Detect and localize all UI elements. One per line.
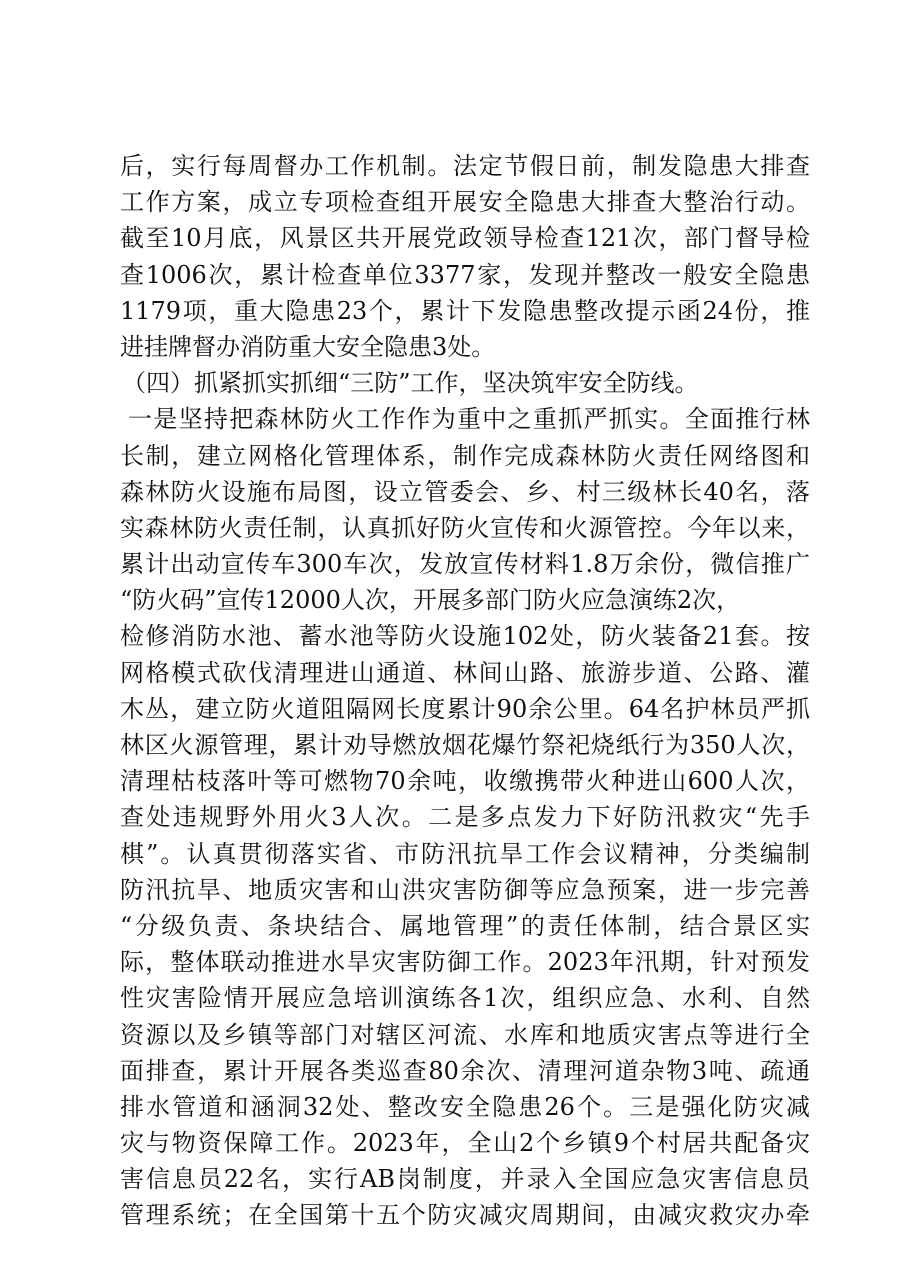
text-line: 防汛抗旱、地质灾害和山洪灾害防御等应急预案，进一步完善 <box>120 875 810 904</box>
text-line: 长制，建立网格化管理体系，制作完成森林防火责任网络图和 <box>120 441 810 470</box>
text-line: 进挂牌督办消防重大安全隐患3处。 <box>120 332 496 361</box>
text-line: 1179项，重大隐患23个，累计下发隐患整改提示函24份，推 <box>120 296 810 325</box>
text-line: 清理枯枝落叶等可燃物70余吨，收缴携带火种进山600人次， <box>120 767 810 796</box>
text-line: “分级负责、条块结合、属地管理”的责任体制，结合景区实 <box>120 911 810 940</box>
text-line: 棋”。认真贯彻落实省、市防汛抗旱工作会议精神，分类编制 <box>120 839 810 868</box>
text-line: 资源以及乡镇等部门对辖区河流、水库和地质灾害点等进行全 <box>120 1020 810 1049</box>
text-line: 实森林防火责任制，认真抓好防火宣传和火源管控。今年以来， <box>120 513 810 542</box>
text-line: 管理系统；在全国第十五个防灾减灾周期间，由减灾救灾办牵 <box>120 1201 810 1230</box>
text-line: 查1006次，累计检查单位3377家，发现并整改一般安全隐患 <box>120 260 810 289</box>
text-line: 检修消防水池、蓄水池等防火设施102处，防火装备21套。按 <box>120 622 810 651</box>
text-line: 排水管道和涵洞32处、整改安全隐患26个。三是强化防灾减 <box>120 1092 810 1121</box>
text-line: 一是坚持把森林防火工作作为重中之重抓严抓实。全面推行林 <box>128 405 810 434</box>
text-line: 面排查，累计开展各类巡查80余次、清理河道杂物3吨、疏通 <box>120 1056 810 1085</box>
text-line: 森林防火设施布局图，设立管委会、乡、村三级林长40名，落 <box>120 477 810 506</box>
text-line: 性灾害险情开展应急培训演练各1次，组织应急、水利、自然 <box>120 984 810 1013</box>
text-line: 截至10月底，风景区共开展党政领导检查121次，部门督导检 <box>120 224 810 253</box>
text-line: 工作方案，成立专项检查组开展安全隐患大排查大整治行动。 <box>120 188 810 217</box>
text-line: 网格模式砍伐清理进山通道、林间山路、旅游步道、公路、灌 <box>120 658 810 687</box>
text-line: 查处违规野外用火3人次。二是多点发力下好防汛救灾“先手 <box>120 803 810 832</box>
text-line: “防火码”宣传12000人次，开展多部门防火应急演练2次， <box>120 586 741 615</box>
section-heading: （四）抓紧抓实抓细“三防”工作，坚决筑牢安全防线。 <box>122 369 699 398</box>
text-line: 林区火源管理，累计劝导燃放烟花爆竹祭祀烧纸行为350人次， <box>120 731 810 759</box>
paragraph-2 <box>120 401 810 1233</box>
text-line: 后，实行每周督办工作机制。法定节假日前，制发隐患大排查 <box>120 152 810 180</box>
paragraph-1 <box>120 148 810 365</box>
text-line: 木丛，建立防火道阻隔网长度累计90余公里。64名护林员严抓 <box>120 694 810 723</box>
text-line: 灾与物资保障工作。2023年，全山2个乡镇9个村居共配备灾 <box>120 1129 810 1158</box>
text-line: 累计出动宣传车300车次，发放宣传材料1.8万余份，微信推广 <box>120 550 810 579</box>
document-body <box>120 148 810 1234</box>
text-line: 际，整体联动推进水旱灾害防御工作。2023年汛期，针对预发 <box>120 948 810 977</box>
text-line: 害信息员22名，实行AB岗制度，并录入全国应急灾害信息员 <box>120 1165 810 1194</box>
